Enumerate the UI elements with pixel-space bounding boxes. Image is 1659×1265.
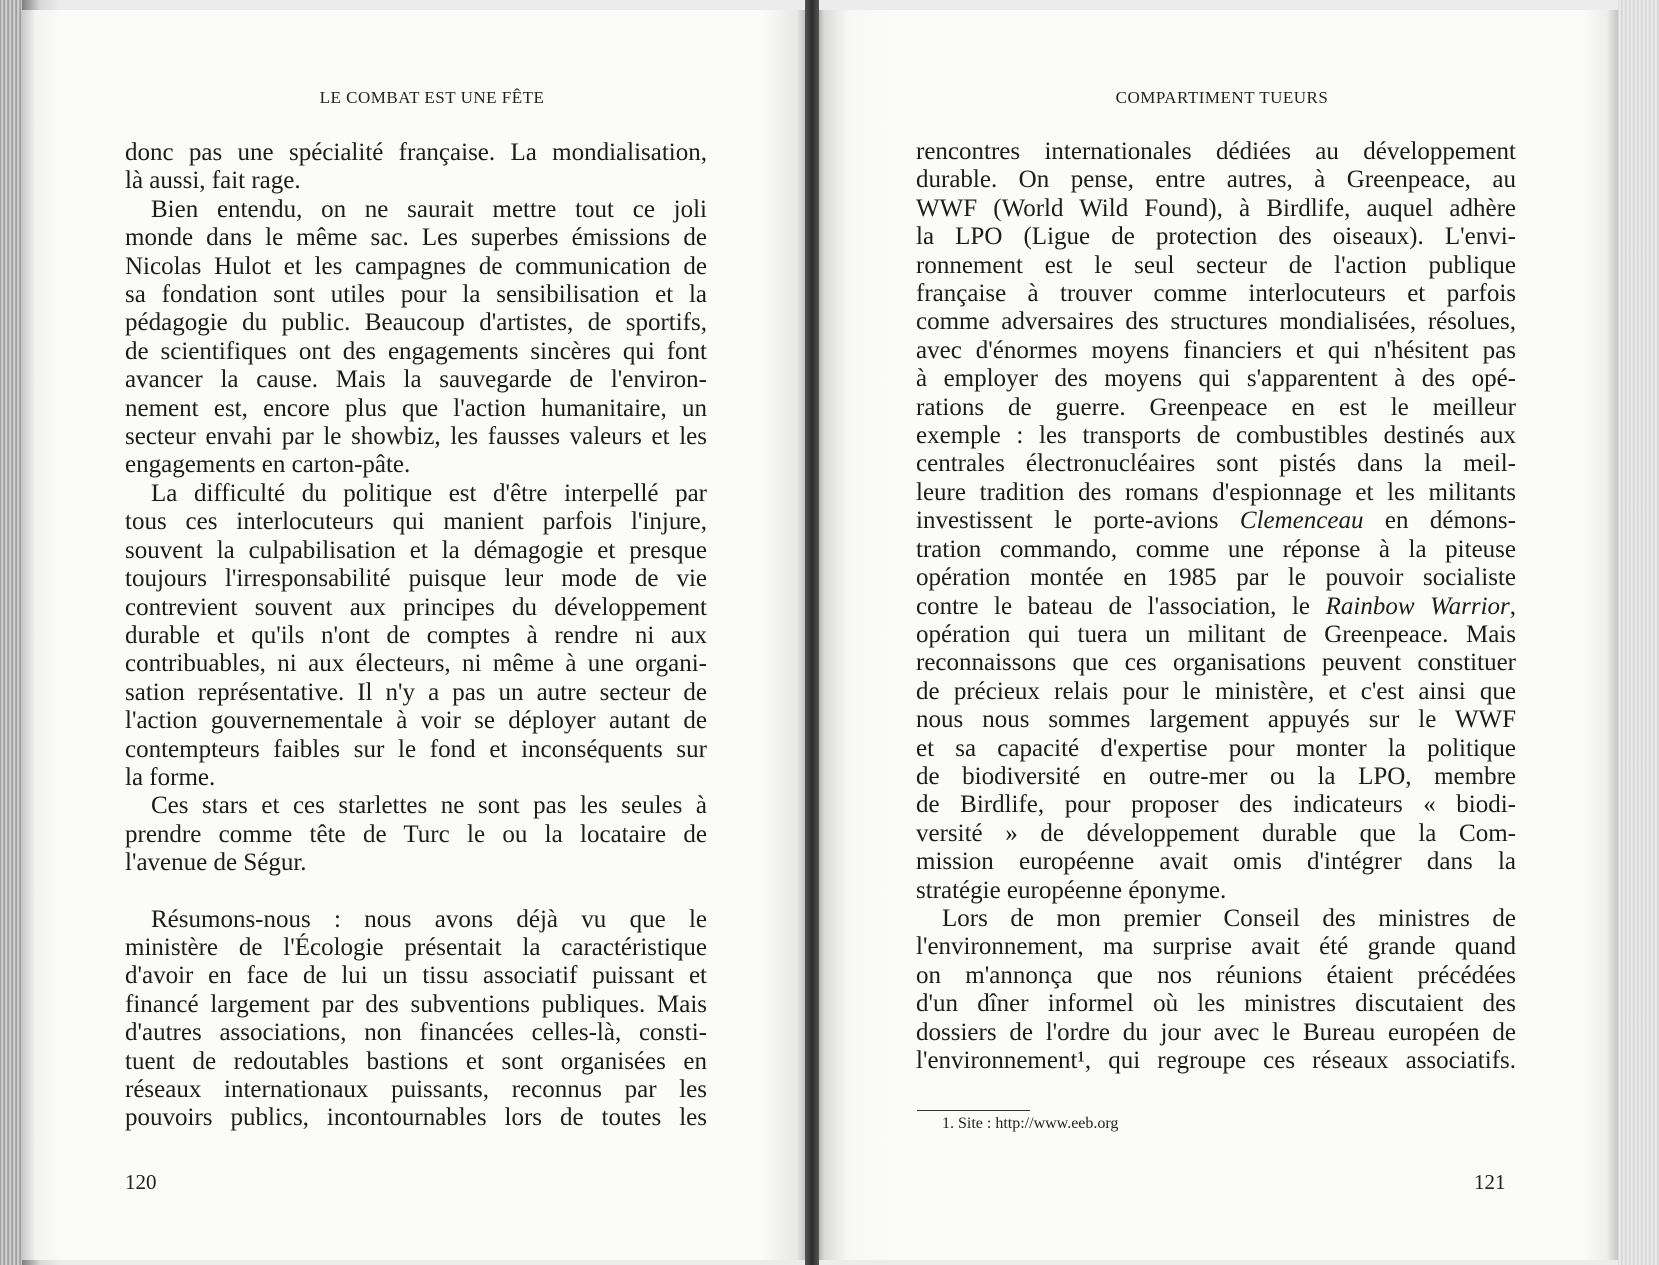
left-page	[22, 10, 812, 1260]
text-line: Résumons-nous : nous avons déjà vu que le	[151, 905, 707, 933]
text-line: contrevient souvent aux principes du développement	[125, 593, 707, 621]
text-line: contempteurs faibles sur le fond et inconséquents sur	[125, 735, 707, 763]
text-line: d'avoir en face de lui un tissu associatif puissant et	[125, 962, 707, 990]
text-line: de précieux relais pour le ministère, et c'est ainsi que	[916, 677, 1516, 705]
text-line: centrales électronucléaires sont pistés dans la meil-	[916, 450, 1516, 478]
text-line: monde dans le même sac. Les superbes émissions de	[125, 224, 707, 252]
text-line: d'autres associations, non financées celles-là, consti-	[125, 1019, 707, 1047]
text-line: de Birdlife, pour proposer des indicateurs « biodi-	[916, 791, 1516, 819]
text-line: souvent la culpabilisation et la démagogie et presque	[125, 536, 707, 564]
text-line: opération montée en 1985 par le pouvoir socialiste	[916, 564, 1516, 592]
text-line: toujours l'irresponsabilité puisque leur mode de vie	[125, 565, 707, 593]
right-page-number: 121	[1474, 1170, 1506, 1194]
text-line: la LPO (Ligue de protection des oiseaux). L'envi-	[916, 223, 1516, 251]
text-line: l'environnement¹, qui regroupe ces réseaux associatifs.	[916, 1047, 1516, 1074]
text-line: investissent le porte-avions Clemenceau en démons-	[916, 507, 1516, 535]
text-line: financé largement par des subventions publiques. Mais	[125, 990, 707, 1018]
text-line: à employer des moyens qui s'apparentent à des opé-	[916, 365, 1516, 393]
text-line: réseaux internationaux puissants, reconnus par les	[125, 1076, 707, 1103]
text-line: tuent de redoutables bastions et sont organisées en	[125, 1047, 707, 1075]
footnote: 1. Site : http://www.eeb.org	[942, 1115, 1119, 1132]
text-line: opération qui tuera un militant de Greenpeace. Mais	[916, 620, 1516, 648]
text-line: durable. On pense, entre autres, à Greenpeace, au	[916, 166, 1516, 194]
text-line: exemple : les transports de combustibles destinés aux	[916, 422, 1516, 450]
text-line: comme adversaires des structures mondialisées, résolues,	[916, 308, 1516, 336]
text-line: ministère de l'Écologie présentait la caractéristique	[125, 933, 707, 961]
left-running-head: LE COMBAT EST UNE FÊTE	[319, 88, 545, 107]
text-line: engagements en carton-pâte.	[125, 451, 411, 479]
section-break	[125, 878, 707, 906]
left-body-text	[125, 139, 707, 1133]
text-line: leure tradition des romans d'espionnage et les militants	[916, 478, 1516, 506]
text-line: dossiers de l'ordre du jour avec le Bureau européen de	[916, 1018, 1516, 1046]
text-line: durable et qu'ils n'ont de comptes à rendre ni aux	[125, 621, 707, 649]
text-line: de scientifiques ont des engagements sincères qui font	[125, 337, 707, 365]
left-page-number: 120	[125, 1170, 157, 1194]
text-line: Lors de mon premier Conseil des ministres de	[942, 904, 1516, 932]
text-line: sation représentative. Il n'y a pas un autre secteur de	[125, 678, 707, 706]
left-page-edges	[0, 0, 22, 1265]
text-line: contre le bateau de l'association, le Rainbow Warrior,	[916, 592, 1516, 620]
text-line: avancer la cause. Mais la sauvegarde de l'environ-	[125, 366, 707, 394]
text-line: la forme.	[125, 763, 216, 791]
text-line: stratégie européenne éponyme.	[916, 876, 1227, 904]
text-line: pouvoirs publics, incontournables lors de toutes les	[125, 1104, 707, 1132]
text-line: versité » de développement durable que la Com-	[916, 819, 1516, 847]
text-line: rations de guerre. Greenpeace en est le meilleur	[916, 393, 1516, 421]
text-line: ronnement est le seul secteur de l'action publique	[916, 251, 1516, 279]
text-line: Nicolas Hulot et les campagnes de communication de	[125, 252, 707, 280]
text-line: reconnaissons que ces organisations peuvent constituer	[916, 649, 1516, 677]
right-page-edges	[1618, 0, 1659, 1265]
text-line: Ces stars et ces starlettes ne sont pas les seules à	[151, 792, 707, 820]
text-line: tration commando, comme une réponse à la piteuse	[916, 535, 1516, 563]
text-line: mission européenne avait omis d'intégrer dans la	[916, 848, 1516, 876]
text-line: pédagogie du public. Beaucoup d'artistes, de sportifs,	[125, 309, 707, 337]
text-line: rencontres internationales dédiées au développement	[916, 138, 1516, 165]
text-line: française à trouver comme interlocuteurs et parfois	[916, 280, 1516, 308]
right-body-text	[916, 138, 1516, 1075]
text-line: La difficulté du politique est d'être interpellé par	[151, 479, 707, 507]
text-line: de biodiversité en outre-mer ou la LPO, membre	[916, 762, 1516, 790]
text-line: donc pas une spécialité française. La mondialisation,	[125, 139, 707, 166]
text-line: et sa capacité d'expertise pour monter la politique	[916, 734, 1516, 762]
text-line: l'avenue de Ségur.	[125, 849, 307, 877]
text-line: WWF (World Wild Found), à Birdlife, auquel adhère	[916, 194, 1516, 222]
text-line: d'un dîner informel où les ministres discutaient des	[916, 990, 1516, 1018]
text-line: secteur envahi par le showbiz, les fausses valeurs et les	[125, 423, 707, 451]
footnote-rule	[917, 1110, 1030, 1111]
text-line: tous ces interlocuteurs qui manient parfois l'injure,	[125, 508, 707, 536]
text-line: l'action gouvernementale à voir se déployer autant de	[125, 707, 707, 735]
book-gutter	[805, 0, 819, 1265]
text-line: contribuables, ni aux électeurs, ni même à une organi-	[125, 650, 707, 678]
text-line: prendre comme tête de Turc le ou la locataire de	[125, 820, 707, 848]
text-line: Bien entendu, on ne saurait mettre tout ce joli	[151, 195, 707, 223]
text-line: nous nous sommes largement appuyés sur le WWF	[916, 706, 1516, 734]
text-line: sa fondation sont utiles pour la sensibilisation et la	[125, 281, 707, 309]
text-line: on m'annonça que nos réunions étaient précédées	[916, 961, 1516, 989]
right-running-head: COMPARTIMENT TUEURS	[1115, 88, 1329, 107]
text-line: avec d'énormes moyens financiers et qui n'hésitent pas	[916, 336, 1516, 364]
text-line: nement est, encore plus que l'action humanitaire, un	[125, 394, 707, 422]
right-page	[812, 10, 1620, 1260]
text-line: l'environnement, ma surprise avait été grande quand	[916, 933, 1516, 961]
text-line: là aussi, fait rage.	[125, 167, 301, 195]
